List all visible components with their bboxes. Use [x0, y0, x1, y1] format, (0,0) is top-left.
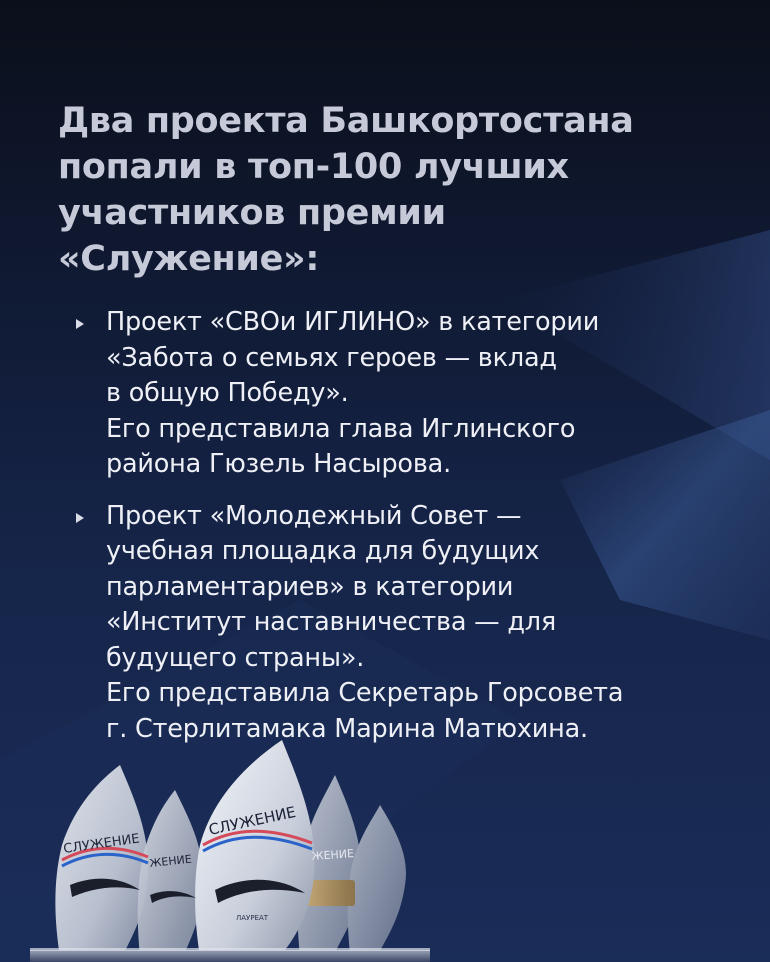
award-main-label: СЛУЖЕНИЕ	[207, 802, 298, 839]
triangle-bullet-icon	[76, 319, 84, 329]
project-text-line: г. Стерлитамака Марина Матюхина.	[106, 713, 588, 744]
project-text-line: в общую Победу».	[106, 378, 349, 408]
headline-line: «Служение»:	[58, 239, 320, 279]
project-text-line: Проект «СВОи ИГЛИНО» в категории	[106, 307, 600, 337]
project-text-line: района Гюзель Насырова.	[106, 449, 451, 479]
project-item	[70, 305, 750, 483]
award-laureate-label: ЛАУРЕАТ	[236, 914, 269, 922]
headline-line: попали в топ-100 лучших	[58, 147, 569, 187]
project-text-line: «Институт наставничества — для	[106, 607, 557, 637]
headline	[58, 98, 718, 282]
project-text-line: парламентариев» в категории	[106, 571, 514, 602]
award-left-label: СЛУЖЕНИЕ	[62, 831, 141, 857]
project-item	[70, 499, 750, 748]
project-text-line: учебная площадка для будущих	[106, 536, 540, 566]
award-right-label: ЖЕНИЕ	[311, 847, 355, 863]
project-text-line: Проект «Молодежный Совет —	[106, 500, 522, 531]
project-list	[70, 305, 750, 763]
project-text-line: Его представила глава Иглинского	[106, 413, 576, 444]
project-text-line: будущего страны».	[106, 642, 365, 673]
project-text-line: «Забота о семьях героев — вклад	[106, 342, 557, 373]
project-text-line: Его представила Секретарь Горсовета	[106, 678, 624, 708]
triangle-bullet-icon	[76, 513, 84, 523]
headline-line: участников премии	[58, 193, 446, 233]
award-mid-label: ЖЕНИЕ	[148, 852, 193, 870]
award-trophies-image	[0, 735, 430, 962]
headline-line: Два проекта Башкортостана	[58, 101, 634, 141]
